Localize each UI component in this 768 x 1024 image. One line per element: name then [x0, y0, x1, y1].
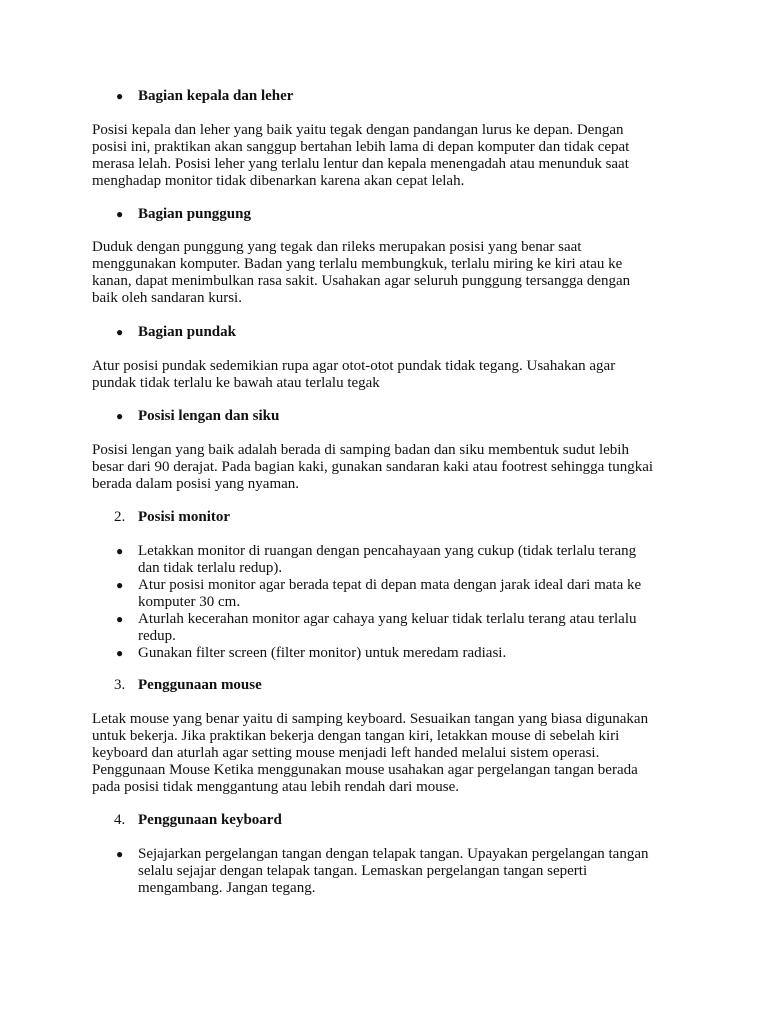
- list-item-line: selalu sejajar dengan telapak tangan. Lemaskan pergelangan tangan seperti: [138, 863, 588, 879]
- bullet-dot: ●: [116, 325, 124, 339]
- paragraph-line: Penggunaan Mouse Ketika menggunakan mouse usahakan agar pergelangan tangan berada: [92, 762, 638, 778]
- paragraph-mouse: [92, 711, 682, 796]
- bullet-dot: ●: [116, 89, 124, 103]
- keyboard-bullet-list: [92, 846, 692, 897]
- list-item-line: mengambang. Jangan tegang.: [138, 880, 316, 896]
- list-item: [92, 846, 692, 897]
- paragraph-line: kanan, dapat menimbulkan rasa sakit. Usahakan agar seluruh punggung tersangga dengan: [92, 273, 631, 289]
- paragraph-line: Posisi kepala dan leher yang baik yaitu tegak dengan pandangan lurus ke depan. Dengan: [92, 122, 624, 138]
- list-number: 2.: [114, 509, 126, 525]
- paragraph-line: Duduk dengan punggung yang tegak dan rileks merupakan posisi yang benar saat: [92, 239, 582, 255]
- list-item-line: dan tidak terlalu redup).: [138, 560, 283, 576]
- bullet-dot: ●: [116, 544, 124, 558]
- paragraph-kepala-leher: [92, 122, 682, 190]
- paragraph-line: pundak tidak terlalu ke bawah atau terlalu tegak: [92, 375, 380, 391]
- list-item-line: Aturlah kecerahan monitor agar cahaya yang keluar tidak terlalu terang atau terlalu: [138, 611, 637, 627]
- list-item: [92, 645, 692, 662]
- paragraph-line: berada dalam posisi yang nyaman.: [92, 476, 300, 492]
- heading-title: Bagian pundak: [138, 324, 236, 340]
- paragraph-line: baik oleh sandaran kursi.: [92, 290, 242, 306]
- list-number: 3.: [114, 677, 126, 693]
- list-item-line: komputer 30 cm.: [138, 594, 241, 610]
- paragraph-line: besar dari 90 derajat. Pada bagian kaki, gunakan sandaran kaki atau footrest sehingga tungkai: [92, 459, 654, 475]
- list-item-line: Letakkan monitor di ruangan dengan pencahayaan yang cukup (tidak terlalu terang: [138, 543, 637, 559]
- list-item: [92, 577, 692, 611]
- heading-title: Posisi monitor: [138, 509, 231, 525]
- paragraph-line: Posisi lengan yang baik adalah berada di samping badan dan siku membentuk sudut lebih: [92, 442, 629, 458]
- paragraph-line: untuk bekerja. Jika praktikan bekerja dengan tangan kiri, letakkan mouse di sebelah kiri: [92, 728, 620, 744]
- paragraph-line: pada posisi tidak menggantung atau lebih rendah dari mouse.: [92, 779, 459, 795]
- paragraph-line: keyboard dan aturlah agar setting mouse menjadi left handed melalui sistem operasi.: [92, 745, 600, 761]
- paragraph-line: posisi ini, praktikan akan sanggup bertahan lebih lama di depan komputer dan tidak cepat: [92, 139, 630, 155]
- paragraph-line: merasa lelah. Posisi leher yang terlalu lentur dan kepala menengadah atau menunduk saat: [92, 156, 629, 172]
- paragraph-line: Atur posisi pundak sedemikian rupa agar otot-otot pundak tidak tegang. Usahakan agar: [92, 358, 616, 374]
- heading-title: Bagian punggung: [138, 206, 251, 222]
- list-item-line: Atur posisi monitor agar berada tepat di depan mata dengan jarak ideal dari mata ke: [138, 577, 642, 593]
- list-item: [92, 543, 692, 577]
- monitor-bullet-list: [92, 543, 692, 662]
- bullet-dot: ●: [116, 847, 124, 861]
- paragraph-pundak: [92, 358, 682, 392]
- heading-title: Posisi lengan dan siku: [138, 408, 280, 424]
- bullet-dot: ●: [116, 612, 124, 626]
- paragraph-lengan-siku: [92, 442, 682, 493]
- list-item-line: Gunakan filter screen (filter monitor) untuk meredam radiasi.: [138, 645, 507, 661]
- paragraph-line: menghadap monitor tidak dibenarkan karena akan cepat lelah.: [92, 173, 465, 189]
- heading-title: Penggunaan keyboard: [138, 812, 282, 828]
- paragraph-line: Letak mouse yang benar yaitu di samping keyboard. Sesuaikan tangan yang biasa digunakan: [92, 711, 649, 727]
- heading-title: Penggunaan mouse: [138, 677, 262, 693]
- list-item-line: redup.: [138, 628, 176, 644]
- bullet-dot: ●: [116, 578, 124, 592]
- bullet-dot: ●: [116, 207, 124, 221]
- bullet-dot: ●: [116, 409, 124, 423]
- heading-title: Bagian kepala dan leher: [138, 88, 294, 104]
- list-number: 4.: [114, 812, 126, 828]
- bullet-dot: ●: [116, 646, 124, 660]
- list-item: [92, 611, 692, 645]
- list-item-line: Sejajarkan pergelangan tangan dengan telapak tangan. Upayakan pergelangan tangan: [138, 846, 649, 862]
- paragraph-line: menggunakan komputer. Badan yang terlalu membungkuk, terlalu miring ke kiri atau ke: [92, 256, 623, 272]
- paragraph-punggung: [92, 239, 682, 307]
